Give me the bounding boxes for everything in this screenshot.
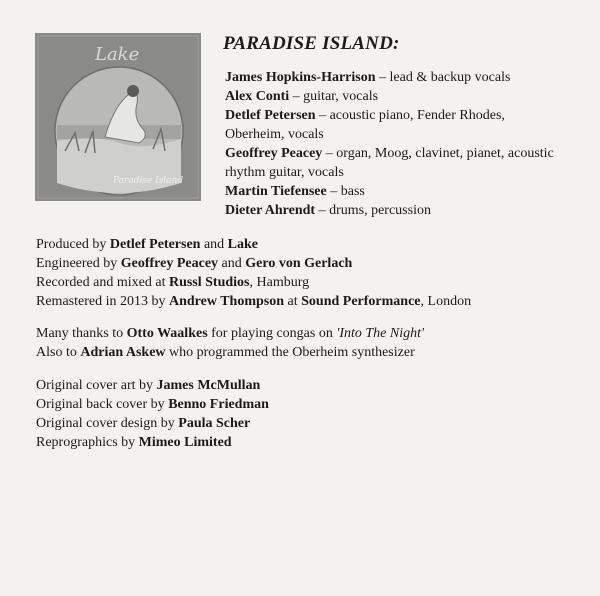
lineup-item [225,201,565,220]
credit-name: Detlef Petersen [109,237,201,252]
credit-prefix: Recorded and mixed at [36,275,169,290]
reprographics-line [36,433,576,452]
remastered-line [36,292,576,311]
credit-text: for playing congas on [207,326,337,341]
track-title: 'Into The Night' [336,326,425,341]
produced-line [36,235,576,254]
credit-name: Andrew Thompson [168,294,285,309]
musician-name: Geoffrey Peacey [225,146,323,161]
credit-name: Paula Scher [178,416,251,431]
musician-name: Dieter Ahrendt [225,203,316,218]
credit-prefix: Original cover design by [36,416,179,431]
musician-role: – bass [326,184,365,199]
credit-name: Sound Performance [301,294,421,309]
recorded-line [36,273,576,292]
thanks-line [36,343,576,362]
musician-name: Martin Tiefensee [225,184,327,199]
thanks-line [36,324,576,343]
art-credits [36,376,576,452]
credit-prefix: Also to [36,345,81,360]
musician-role: – guitar, vocals [289,89,379,104]
credit-name: Lake [227,237,259,252]
album-cover-image [35,33,201,201]
cover-design-line [36,414,576,433]
credit-text: , London [420,294,472,309]
back-cover-line [36,395,576,414]
cover-art-line [36,376,576,395]
production-credits [36,235,576,311]
credit-name: Adrian Askew [80,345,166,360]
musician-name: Alex Conti [225,89,290,104]
musician-role: – lead & backup vocals [375,70,511,85]
lineup-item [225,68,565,87]
cover-illustration [35,33,201,201]
lineup-item [225,87,565,106]
band-lineup [225,68,565,220]
credit-name: Geoffrey Peacey [120,256,219,271]
credit-name: Gero von Gerlach [245,256,353,271]
credit-text: and [218,256,246,271]
lineup-item [225,106,565,144]
credit-prefix: Many thanks to [36,326,127,341]
lineup-item [225,182,565,201]
credit-prefix: Produced by [36,237,110,252]
credit-name: Benno Friedman [168,397,269,412]
credit-name: James McMullan [156,378,261,393]
credit-prefix: Engineered by [36,256,121,271]
credit-text: and [200,237,228,252]
musician-name: James Hopkins-Harrison [225,70,376,85]
lineup-item [225,144,565,182]
credit-prefix: Remastered in 2013 by [36,294,169,309]
album-title: PARADISE ISLAND: [223,33,400,54]
credit-prefix: Original back cover by [36,397,169,412]
cover-album-text: Paradise Island [113,176,184,186]
credit-prefix: Reprographics by [36,435,139,450]
credit-name: Mimeo Limited [138,435,232,450]
musician-role: – drums, percussion [315,203,431,218]
credit-name: Russl Studios [168,275,250,290]
credit-prefix: Original cover art by [36,378,157,393]
thanks-credits [36,324,576,362]
musician-role: – acoustic piano, Fender Rhodes, Oberheim, vocals [225,108,505,142]
engineered-line [36,254,576,273]
credit-text: who programmed the Oberheim synthesizer [165,345,415,360]
musician-role: – organ, Moog, clavinet, pianet, acoustic rhythm guitar, vocals [225,146,554,180]
credit-text: , Hamburg [249,275,310,290]
credit-name: Otto Waalkes [126,326,208,341]
cover-logo-text: Lake [95,44,140,65]
credit-text: at [284,294,302,309]
musician-name: Detlef Petersen [225,108,316,123]
